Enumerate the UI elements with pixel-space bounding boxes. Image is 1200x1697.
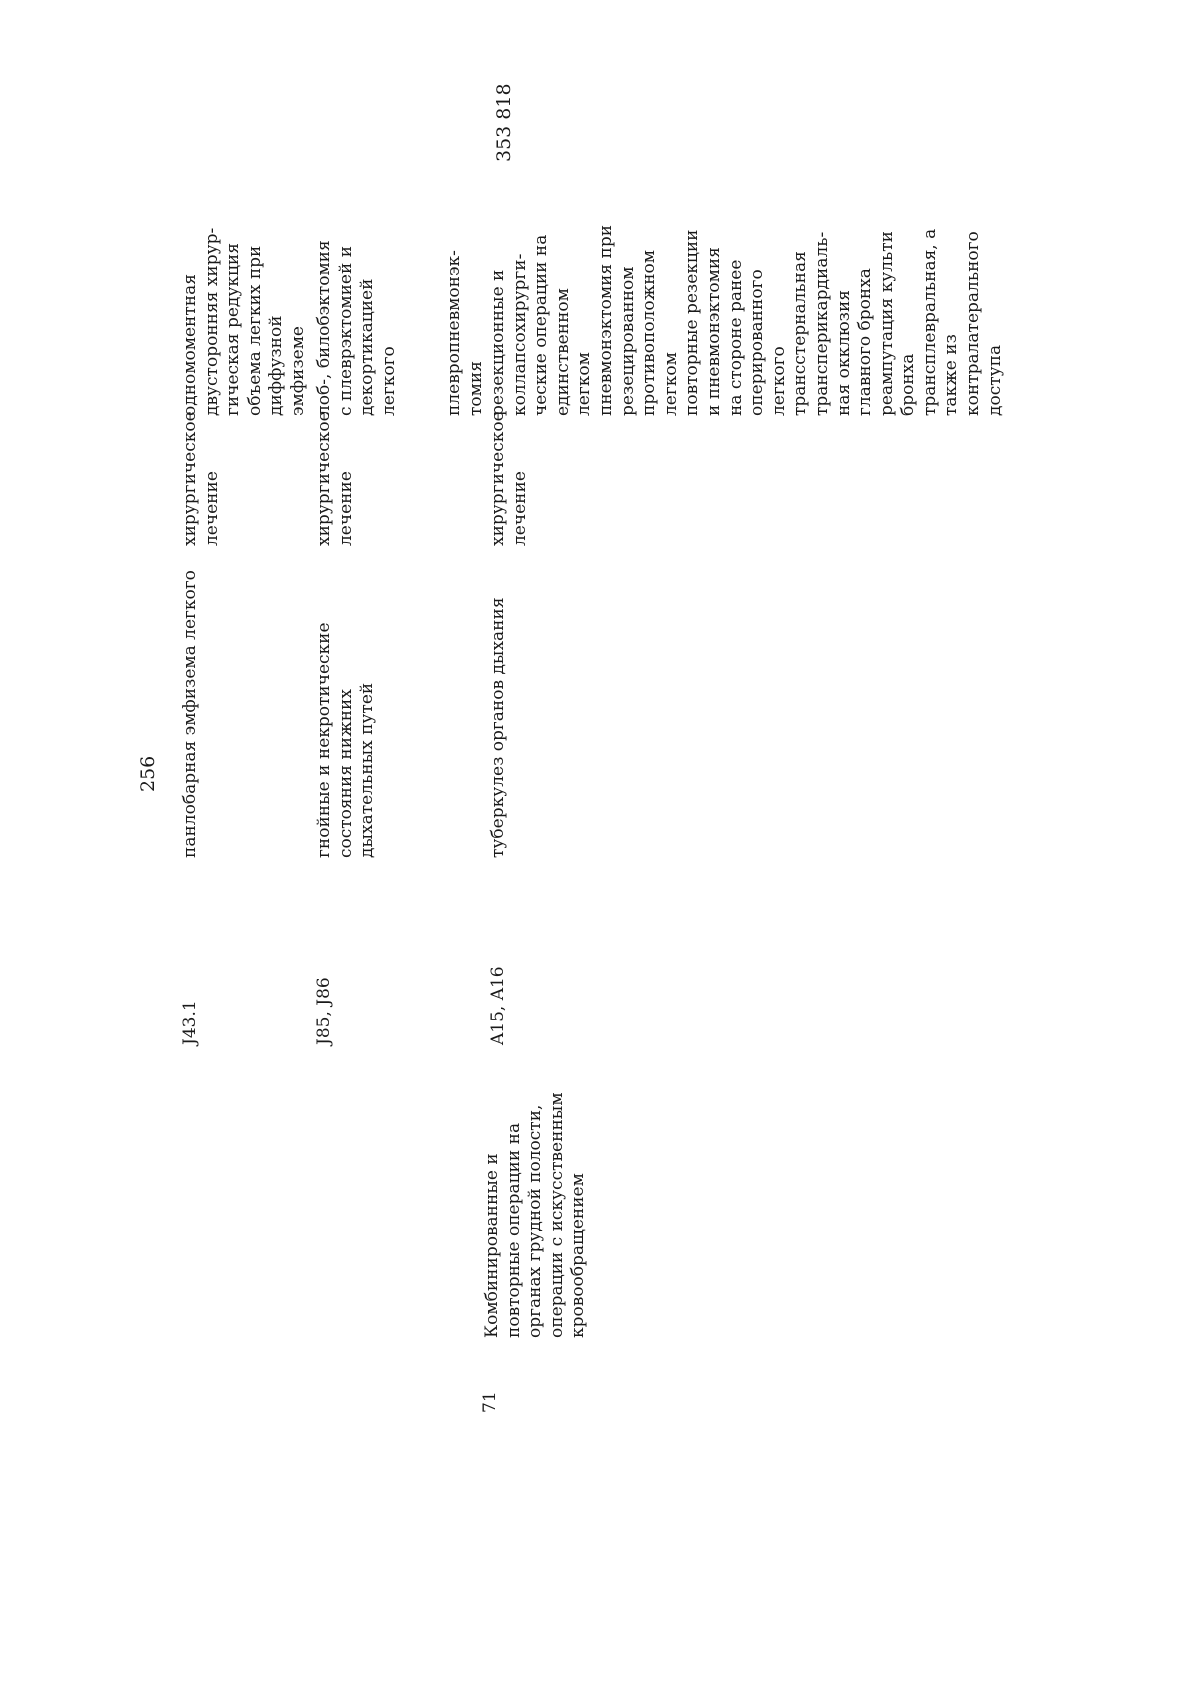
method-line: легкого [378, 346, 399, 416]
method-line: эмфиземе [287, 326, 308, 416]
method-line: повторные резекции [682, 229, 703, 416]
treatment-cell [488, 411, 531, 546]
page-number: 256 [137, 755, 159, 792]
method-line: также из [941, 334, 962, 416]
method-line: контралатерального [963, 231, 984, 416]
method-line: противоположном [639, 249, 660, 416]
method-line: трансплевральная, а [919, 228, 940, 416]
diagnosis-cell [488, 597, 510, 858]
method-line: лоб-, билобэктомия [314, 240, 334, 416]
diagnosis-line: дыхательных путей [357, 682, 378, 858]
code-cell: J85, J86 [314, 977, 334, 1045]
method-line: гическая редукция [223, 243, 244, 416]
method-line: плевропневмонэк- [444, 250, 464, 416]
code-cell: J43.1 [180, 1000, 200, 1045]
group-line: операции с искусственным [546, 1092, 567, 1338]
method-line: на стороне ранее [725, 259, 746, 416]
method-line: реампутация культи [876, 231, 897, 416]
group-line: органах грудной полости, [525, 1104, 546, 1338]
method-line: декортикацией [357, 278, 378, 416]
method-line: трансперикардиаль- [811, 231, 832, 416]
treatment-line: хирургическое [488, 411, 508, 546]
treatment-line: хирургическое [180, 411, 200, 546]
method-cell-2 [444, 250, 487, 416]
diagnosis-cell [314, 622, 379, 858]
method-line: ческие операции на [531, 234, 552, 416]
method-line: резекционные и [488, 269, 508, 416]
method-line: резецированном [617, 266, 638, 416]
method-line: легком [574, 352, 595, 416]
diagnosis-line: гнойные и некротические [314, 622, 334, 858]
diagnosis-line: состояния нижних [335, 689, 356, 858]
method-line: ная окклюзия [833, 289, 854, 416]
method-line: единственном [552, 288, 573, 416]
treatment-line: лечение [509, 471, 530, 546]
treatment-cell [180, 411, 223, 546]
method-cell [488, 225, 1006, 416]
method-line: двусторонняя хирур- [201, 227, 222, 416]
method-cell [180, 228, 310, 416]
group-line: повторные операции на [503, 1122, 524, 1338]
row-71-number: 71 [480, 1391, 500, 1413]
document-id: 353 818 [493, 83, 515, 162]
method-line: объема легких при [244, 245, 265, 416]
diagnosis-line: панлобарная эмфизема легкого [180, 570, 200, 858]
row-71-group [482, 1092, 590, 1338]
treatment-line: лечение [335, 471, 356, 546]
method-cell [314, 240, 400, 416]
method-line: диффузной [266, 315, 287, 416]
method-line: с плеврэктомией и [335, 245, 356, 416]
method-line: главного бронха [855, 268, 876, 416]
treatment-line: хирургическое [314, 411, 334, 546]
method-line: бронха [898, 353, 919, 416]
code-cell: A15, A16 [488, 966, 508, 1045]
method-line: легком [660, 352, 681, 416]
method-line: томия [465, 361, 486, 416]
method-line: оперированного [747, 269, 768, 416]
method-line: доступа [984, 344, 1005, 416]
method-line: пневмонэктомия при [595, 224, 616, 416]
group-line: Комбинированные и [482, 1153, 502, 1338]
method-line: коллапсохирурги- [509, 253, 530, 416]
method-line: и пневмонэктомия [703, 247, 724, 416]
group-line: кровообращением [568, 1173, 589, 1338]
diagnosis-cell [180, 570, 202, 858]
method-line: легкого [768, 346, 789, 416]
method-line: одномоментная [180, 274, 200, 416]
treatment-cell [314, 411, 357, 546]
treatment-line: лечение [201, 471, 222, 546]
method-line: трансстернальная [790, 251, 811, 416]
diagnosis-line: туберкулез органов дыхания [488, 597, 508, 858]
